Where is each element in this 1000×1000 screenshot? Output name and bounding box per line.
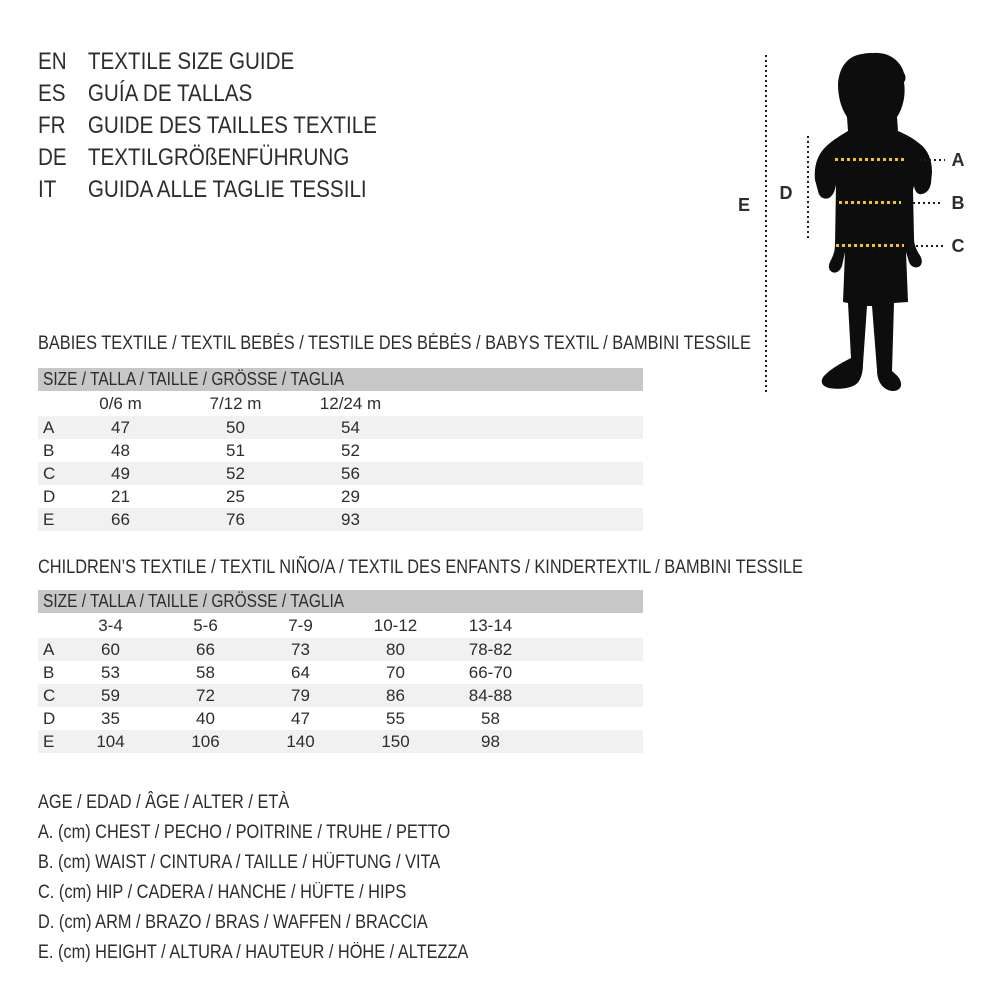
language-title-list [38,46,432,206]
row-label: A [43,417,55,437]
cell-value: 72 [196,685,215,705]
cell-value: 50 [226,417,245,437]
language-code: IT [38,176,57,203]
cell-value: 70 [386,662,405,682]
cell-value: 56 [341,463,360,483]
column-header: 10-12 [373,615,418,635]
cell-value: 140 [286,731,315,751]
row-label: C [43,463,56,483]
legend-hip: C. (cm) HIP / CADERA / HANCHE / HÜFTE / HIPS [38,882,407,903]
guide-title: TEXTILE SIZE GUIDE [87,48,295,75]
language-row [38,78,377,110]
cell-value: 52 [226,463,245,483]
cell-value: 40 [196,708,215,728]
cell-value: 51 [226,440,245,460]
cell-value: 66 [196,639,215,659]
guide-title: GUIDA ALLE TAGLIE TESSILI [87,176,367,203]
arm-measure-line-d [807,136,809,240]
height-measure-line-e [765,55,767,393]
cell-value: 55 [386,708,405,728]
cell-value: 98 [481,731,500,751]
cell-value: 73 [291,639,310,659]
children-table-header-label: SIZE / TALLA / TAILLE / GRÖSSE / TAGLIA [43,591,345,611]
cell-value: 47 [291,708,310,728]
row-label: D [43,708,56,728]
babies-section-title: BABIES TEXTILE / TEXTIL BEBÉS / TESTILE DES BÉBÉS / BABYS TEXTIL / BAMBINI TESSILE [38,333,751,354]
legend-waist: B. (cm) WAIST / CINTURA / TAILLE / HÜFTUNG / VITA [38,852,441,873]
waist-leader-line-b [913,202,943,204]
cell-value: 104 [96,731,125,751]
cell-value: 21 [111,486,130,506]
hip-measure-line-c [836,244,904,247]
babies-table-header [38,368,643,391]
language-row [38,142,377,174]
cell-value: 47 [111,417,130,437]
column-header: 3-4 [98,615,123,635]
cell-value: 150 [381,731,410,751]
row-label: B [43,662,55,682]
guide-title: GUÍA DE TALLAS [87,80,253,107]
cell-value: 79 [291,685,310,705]
row-label: E [43,731,55,751]
column-header: 13-14 [468,615,513,635]
measure-label-b: B [951,193,965,213]
babies-table-header-label: SIZE / TALLA / TAILLE / GRÖSSE / TAGLIA [43,369,345,389]
babies-column-header-row [38,391,643,416]
column-header: 5-6 [193,615,218,635]
language-row [38,46,377,78]
table-row [38,684,643,707]
cell-value: 59 [101,685,120,705]
cell-value: 25 [226,486,245,506]
measure-label-a: A [951,150,965,170]
children-table-header [38,590,643,613]
table-row [38,439,643,462]
child-silhouette [800,40,960,398]
cell-value: 54 [341,417,360,437]
language-code: FR [38,112,66,139]
children-section-title: CHILDREN’S TEXTILE / TEXTIL NIÑO/A / TEXTIL DES ENFANTS / KINDERTEXTIL / BAMBINI TESSILE [38,557,803,578]
chest-measure-line-a [835,158,907,161]
cell-value: 53 [101,662,120,682]
measurement-legend [38,788,538,968]
column-header: 7/12 m [209,393,262,413]
language-row [38,110,377,142]
children-size-table [38,590,643,753]
measure-label-d: D [779,183,793,203]
cell-value: 58 [481,708,500,728]
table-row [38,638,643,661]
table-row [38,508,643,531]
table-row [38,707,643,730]
table-row [38,416,643,439]
cell-value: 60 [101,639,120,659]
column-header: 7-9 [288,615,313,635]
cell-value: 84-88 [468,685,513,705]
cell-value: 48 [111,440,130,460]
measure-label-c: C [951,236,965,256]
language-code: ES [38,80,66,107]
legend-chest: A. (cm) CHEST / PECHO / POITRINE / TRUHE / PETTO [38,822,451,843]
table-row [38,462,643,485]
cell-value: 80 [386,639,405,659]
cell-value: 52 [341,440,360,460]
cell-value: 66 [111,509,130,529]
language-row [38,174,377,206]
waist-measure-line-b [839,201,901,204]
row-label: C [43,685,56,705]
column-header: 0/6 m [99,393,142,413]
row-label: B [43,440,55,460]
cell-value: 78-82 [468,639,513,659]
row-label: D [43,486,56,506]
chest-leader-line-a [919,159,945,161]
babies-size-table [38,368,643,531]
children-column-header-row [38,613,643,638]
legend-age: AGE / EDAD / ÂGE / ALTER / ETÀ [38,792,290,813]
language-code: EN [38,48,67,75]
column-header: 12/24 m [319,393,382,413]
guide-title: TEXTILGRÖßENFÜHRUNG [87,144,350,171]
cell-value: 64 [291,662,310,682]
hip-leader-line-c [911,245,943,247]
cell-value: 86 [386,685,405,705]
cell-value: 58 [196,662,215,682]
cell-value: 106 [191,731,220,751]
table-row [38,485,643,508]
legend-arm: D. (cm) ARM / BRAZO / BRAS / WAFFEN / BRACCIA [38,912,428,933]
cell-value: 29 [341,486,360,506]
table-row [38,730,643,753]
cell-value: 49 [111,463,130,483]
cell-value: 66-70 [468,662,513,682]
cell-value: 93 [341,509,360,529]
legend-height: E. (cm) HEIGHT / ALTURA / HAUTEUR / HÖHE / ALTEZZA [38,942,469,963]
table-row [38,661,643,684]
row-label: E [43,509,55,529]
cell-value: 35 [101,708,120,728]
row-label: A [43,639,55,659]
guide-title: GUIDE DES TAILLES TEXTILE [87,112,377,139]
cell-value: 76 [226,509,245,529]
language-code: DE [38,144,67,171]
measure-label-e: E [737,195,750,215]
